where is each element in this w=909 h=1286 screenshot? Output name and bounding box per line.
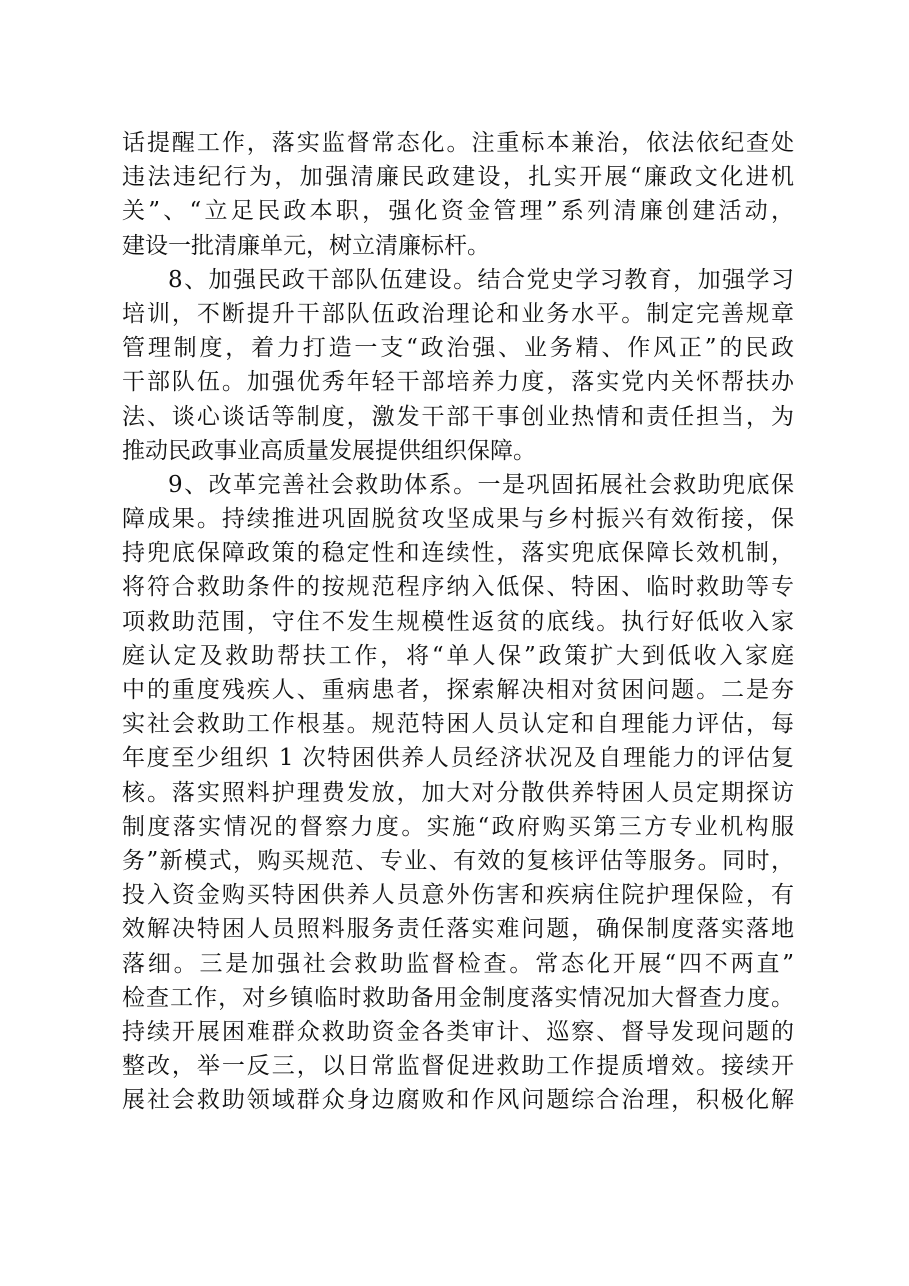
text-line: 建设一批清廉单元，树立清廉标杆。 (122, 232, 490, 259)
text-line: 落细。三是加强社会救助监督检查。常态化开展“四不两直” (122, 950, 794, 977)
text-line: 效解决特困人员照料服务责任落实难问题，确保制度落实落地 (122, 916, 794, 943)
text-line: 整改，举一反三，以日常监督促进救助工作提质增效。接续开 (122, 1053, 794, 1080)
text-line: 务”新模式，购买规范、专业、有效的复核评估等服务。同时， (122, 847, 794, 874)
text-line: 持兜底保障政策的稳定性和连续性，落实兜底保障长效机制， (122, 540, 794, 567)
text-line: 年度至少组织 1 次特困供养人员经济状况及自理能力的评估复 (122, 745, 794, 772)
text-line: 障成果。持续推进巩固脱贫攻坚成果与乡村振兴有效衔接，保 (122, 506, 794, 533)
text-line: 话提醒工作，落实监督常态化。注重标本兼治，依法依纪查处 (122, 130, 794, 156)
text-line: 展社会救助领域群众身边腐败和作风问题综合治理，积极化解 (122, 1087, 794, 1114)
text-line: 违法违纪行为，加强清廉民政建设，扎实开展“廉政文化进机 (122, 164, 794, 191)
document-body (122, 126, 794, 1117)
text-line: 投入资金购买特困供养人员意外伤害和疾病住院护理保险，有 (122, 882, 794, 909)
text-line: 9、改革完善社会救助体系。一是巩固拓展社会救助兜底保 (168, 471, 794, 498)
text-line: 持续开展困难群众救助资金各类审计、巡察、督导发现问题的 (122, 1018, 794, 1045)
text-line: 将符合救助条件的按规范程序纳入低保、特困、临时救助等专 (122, 574, 794, 601)
text-line: 关”、“立足民政本职，强化资金管理”系列清廉创建活动， (122, 198, 794, 225)
text-line: 制度落实情况的督察力度。实施“政府购买第三方专业机构服 (122, 813, 794, 840)
text-line: 实社会救助工作根基。规范特困人员认定和自理能力评估，每 (122, 711, 794, 738)
text-line: 推动民政事业高质量发展提供组织保障。 (122, 437, 536, 464)
text-line: 管理制度，着力打造一支“政治强、业务精、作风正”的民政 (122, 335, 794, 362)
text-line: 中的重度残疾人、重病患者，探索解决相对贫困问题。二是夯 (122, 677, 794, 703)
text-line: 干部队伍。加强优秀年轻干部培养力度，落实党内关怀帮扶办 (122, 369, 794, 396)
text-line: 核。落实照料护理费发放，加大对分散供养特困人员定期探访 (122, 779, 794, 806)
text-line: 8、加强民政干部队伍建设。结合党史学习教育，加强学习 (168, 266, 794, 293)
text-line: 法、谈心谈话等制度，激发干部干事创业热情和责任担当，为 (122, 403, 794, 430)
text-line: 检查工作，对乡镇临时救助备用金制度落实情况加大督查力度。 (122, 984, 794, 1011)
text-line: 庭认定及救助帮扶工作，将“单人保”政策扩大到低收入家庭 (122, 642, 794, 669)
text-line: 培训，不断提升干部队伍政治理论和业务水平。制定完善规章 (122, 300, 794, 327)
text-line: 项救助范围，守住不发生规模性返贫的底线。执行好低收入家 (122, 608, 794, 635)
